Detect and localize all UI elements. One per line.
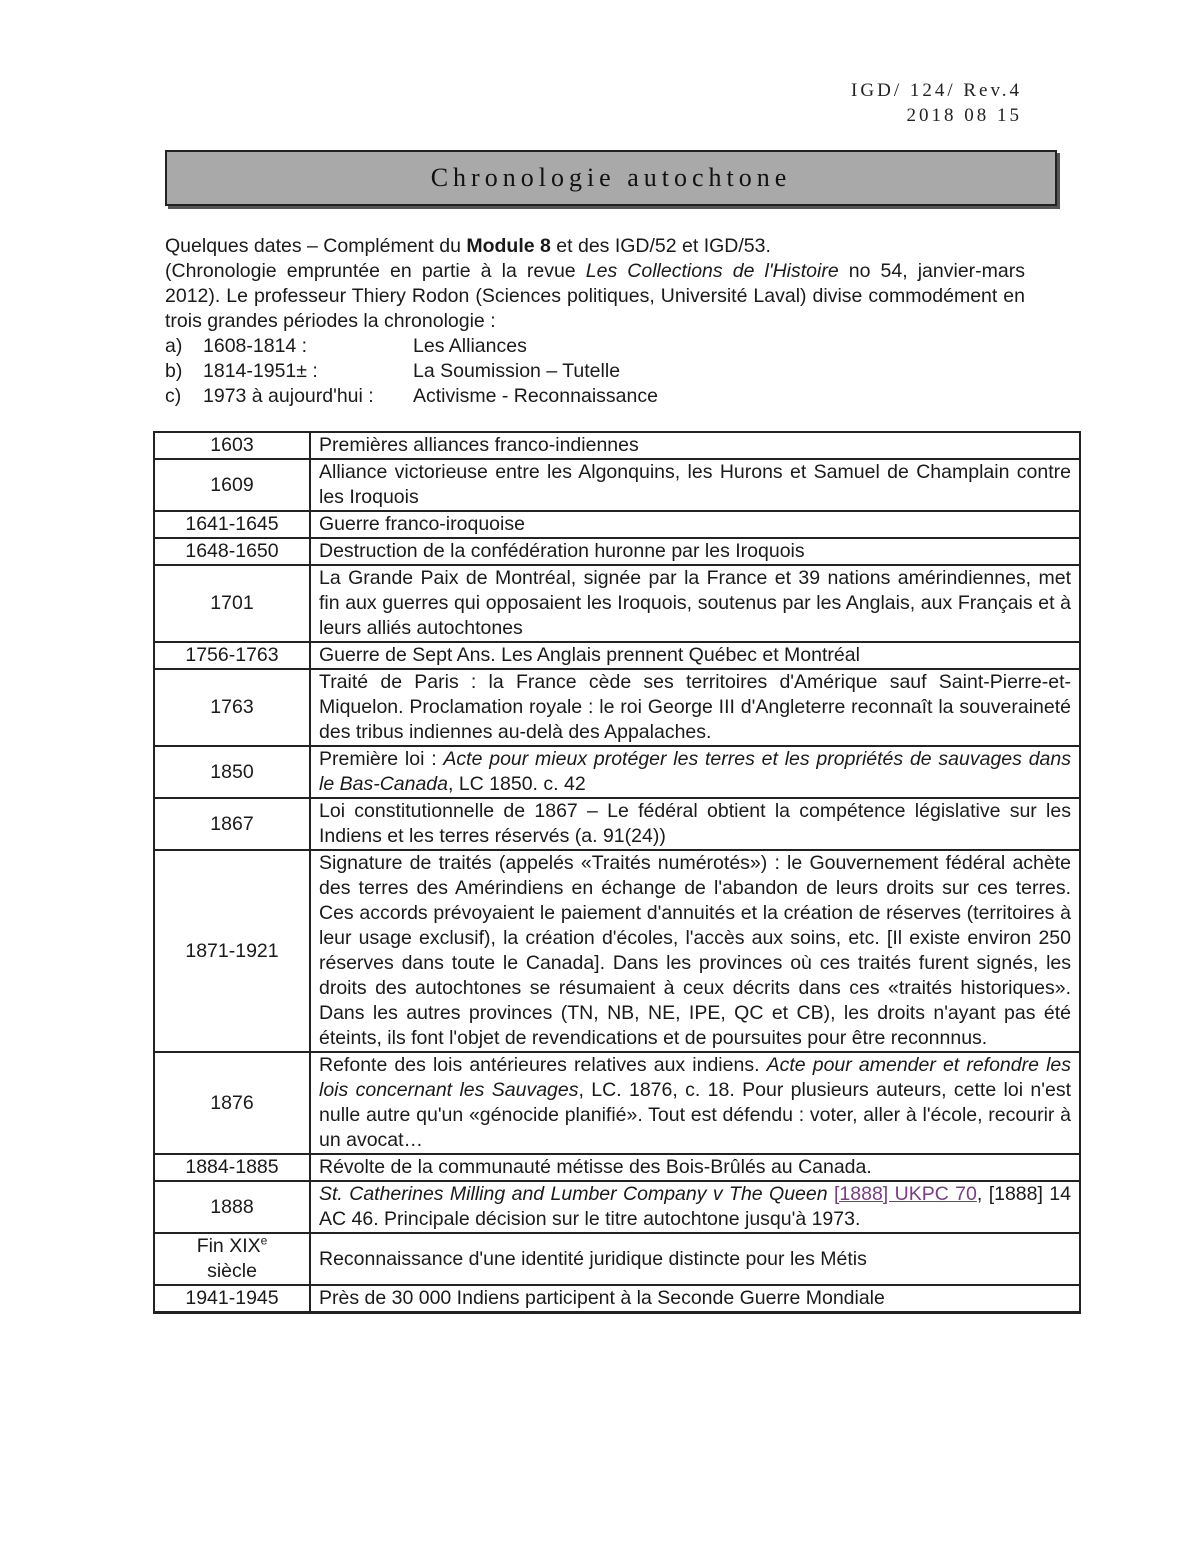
table-row [154, 459, 1080, 511]
event-date: 1850 [154, 746, 310, 798]
event-description [310, 746, 1080, 798]
period-range: 1608-1814 : [203, 335, 308, 357]
module-reference: Module 8 [466, 235, 551, 257]
description-text: , LC 1850. c. 42 [448, 773, 586, 795]
event-date: 1609 [154, 459, 310, 511]
event-description [310, 1052, 1080, 1154]
period-letter: a) [165, 335, 183, 357]
table-row [154, 511, 1080, 538]
intro-text: et des IGD/52 et IGD/53. [550, 235, 771, 257]
event-description: Guerre franco-iroquoise [310, 511, 1080, 538]
intro-line-1 [165, 234, 1025, 259]
date-superscript: e [260, 1233, 268, 1248]
periods-list [165, 334, 1025, 409]
table-row [154, 1233, 1080, 1285]
description-text: Refonte des lois antérieures relatives aux indiens. [319, 1054, 767, 1076]
table-row [154, 669, 1080, 746]
event-date: 1641-1645 [154, 511, 310, 538]
event-description: Traité de Paris : la France cède ses territoires d'Amérique sauf Saint-Pierre-et-Miquelon. Proclamation royale : le roi George III d'Angleterre reconnaît la souveraineté des tribus indiennes au-delà des Appalaches. [310, 669, 1080, 746]
event-date: 1603 [154, 432, 310, 459]
period-label: La Soumission – Tutelle [413, 360, 621, 382]
event-date: 1701 [154, 565, 310, 642]
description-text: , LC. 1876, c. 18. Pour plusieurs auteurs, cette loi n'est nulle autre qu'un «génocide planifié». Tout est défendu : voter, aller à l'école, recourir à un avocat… [319, 1079, 1071, 1151]
intro-text: no 54, janvier-mars 2012). Le professeur Thiery Rodon (Sciences politiques, Université Laval) divise commodément en trois grandes périodes la chronologie : [165, 260, 1025, 332]
event-description: Alliance victorieuse entre les Algonquins, les Hurons et Samuel de Champlain contre les Iroquois [310, 459, 1080, 511]
event-description [310, 1181, 1080, 1233]
intro-paragraph-2 [165, 259, 1025, 334]
event-date: 1871-1921 [154, 850, 310, 1052]
table-row [154, 850, 1080, 1052]
intro-text: (Chronologie empruntée en partie à la revue [165, 260, 586, 282]
event-date: 1941-1945 [154, 1285, 310, 1313]
table-row [154, 565, 1080, 642]
table-row [154, 642, 1080, 669]
event-description: Loi constitutionnelle de 1867 – Le fédéral obtient la compétence législative sur les Indiens et les terres réservés (a. 91(24)) [310, 798, 1080, 850]
table-row [154, 798, 1080, 850]
event-description: Reconnaissance d'une identité juridique distincte pour les Métis [310, 1233, 1080, 1285]
period-range: 1973 à aujourd'hui : [203, 385, 374, 407]
event-date: 1876 [154, 1052, 310, 1154]
event-description: Signature de traités (appelés «Traités numérotés») : le Gouvernement fédéral achète des terres des Amérindiens en échange de l'abandon de leurs droits sur ces terres. Ces accords prévoyaient le paiement d'annuités et la création de réserves (territoires à leur usage exclusif), la création d'écoles, l'accès aux soins, etc. [Il existe environ 250 réserves dans toute le Canada]. Dans les provinces où ces traités furent signés, les droits des autochtones se résumaient à ceux décrits dans ces «traités historiques». Dans les autres provinces (TN, NB, NE, IPE, QC et CB), les droits n'ayant pas été éteints, ils font l'objet de revendications et de poursuites pour être reconnnus. [310, 850, 1080, 1052]
period-label: Activisme - Reconnaissance [413, 385, 658, 407]
event-date: 1888 [154, 1181, 310, 1233]
event-date: 1884-1885 [154, 1154, 310, 1181]
event-description: Révolte de la communauté métisse des Bois-Brûlés au Canada. [310, 1154, 1080, 1181]
table-row [154, 1285, 1080, 1313]
date-text: Fin XIX [196, 1235, 261, 1257]
event-date: 1763 [154, 669, 310, 746]
table-row [154, 1052, 1080, 1154]
reference-date: 2018 08 15 [906, 105, 1022, 126]
period-item [165, 384, 1025, 409]
table-row [154, 746, 1080, 798]
description-text: , [1888] 14 AC 46. Principale décision sur le titre autochtone jusqu'à 1973. [319, 1183, 1071, 1230]
reference-code: IGD/ 124/ Rev.4 [851, 80, 1022, 101]
period-label: Les Alliances [413, 335, 527, 357]
event-description: La Grande Paix de Montréal, signée par la France et 39 nations amérindiennes, met fin aux guerres qui opposaient les Iroquois, soutenus par les Anglais, aux Français et à leurs alliés autochtones [310, 565, 1080, 642]
event-description: Destruction de la confédération huronne par les Iroquois [310, 538, 1080, 565]
intro-text: Quelques dates – Complément du [165, 235, 467, 257]
chronology-table [153, 431, 1081, 1314]
law-title: Acte pour amender et refondre les lois concernant les Sauvages [319, 1054, 1071, 1101]
period-item [165, 334, 1025, 359]
event-date: 1867 [154, 798, 310, 850]
event-description: Premières alliances franco-indiennes [310, 432, 1080, 459]
event-description: Près de 30 000 Indiens participent à la Seconde Guerre Mondiale [310, 1285, 1080, 1313]
case-title: St. Catherines Milling and Lumber Company v The Queen [319, 1183, 828, 1205]
description-text: Première loi : [319, 748, 444, 770]
table-row [154, 1181, 1080, 1233]
document-title: Chronologie autochtone [165, 150, 1057, 206]
document-reference [851, 78, 1022, 128]
event-description: Guerre de Sept Ans. Les Anglais prennent Québec et Montréal [310, 642, 1080, 669]
law-title: Acte pour mieux protéger les terres et les propriétés de sauvages dans le Bas-Canada [319, 748, 1071, 795]
table-row [154, 1154, 1080, 1181]
event-date: 1648-1650 [154, 538, 310, 565]
period-item [165, 359, 1025, 384]
event-date: 1756-1763 [154, 642, 310, 669]
date-text: siècle [207, 1260, 257, 1282]
introduction [165, 234, 1025, 409]
table-row [154, 538, 1080, 565]
period-range: 1814-1951± : [203, 360, 318, 382]
period-letter: c) [165, 385, 182, 407]
event-date [154, 1233, 310, 1285]
case-citation-link[interactable]: [1888] UKPC 70 [834, 1183, 977, 1205]
table-row [154, 432, 1080, 459]
period-letter: b) [165, 360, 183, 382]
journal-title: Les Collections de l'Histoire [585, 260, 839, 282]
